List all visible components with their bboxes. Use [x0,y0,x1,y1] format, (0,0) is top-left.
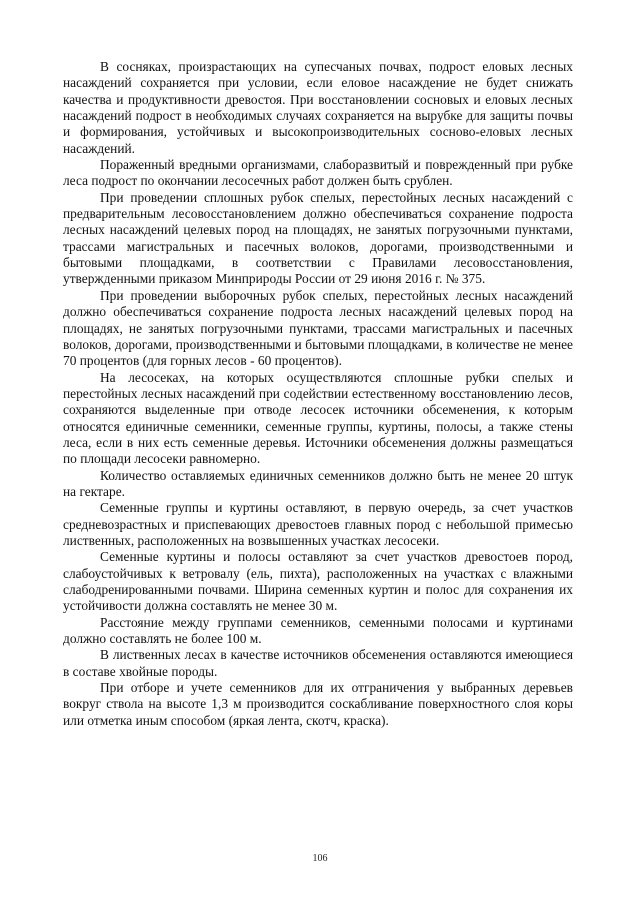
page-number: 106 [312,853,328,864]
paragraph: На лесосеках, на которых осуществляются сплошные рубки спелых и перестойных лесных насаждений при содействии естественному восстановлению лесов, сохраняются выделенные при отводе лесосек источники обсеменения, к которым относятся единичные семенники, семенные группы, куртины, полосы, а также стены леса, если в них есть семенные деревья. Источники обсеменения должны размещаться по площади лесосеки равномерно. [63,369,573,467]
paragraph: При проведении сплошных рубок спелых, перестойных лесных насаждений с предварительным лесовосстановлением должно обеспечиваться сохранение подроста лесных насаждений целевых пород на площадях, не занятых погрузочными пунктами, трассами магистральных и пасечных волоков, дорогами, производственными и бытовыми площадками, в соответствии с Правилами лесовосстановления, утвержденными приказом Минприроды России от 29 июня 2016 г. № 375. [63,189,573,287]
paragraph: При отборе и учете семенников для их отграничения у выбранных деревьев вокруг ствола на высоте 1,3 м производится соскабливание поверхностного слоя коры или отметка иным способом (яркая лента, скотч, краска). [63,680,573,728]
paragraph: Пораженный вредными организмами, слаборазвитый и поврежденный при рубке леса подрост по окончании лесосечных работ должен быть срублен. [63,157,573,189]
paragraph: Семенные куртины и полосы оставляют за счет участков древостоев пород, слабоустойчивых к ветровалу (ель, пихта), расположенных на участках с влажными слабодренированными почвами. Ширина семенных куртин и полос для сохранения их устойчивости должна составлять не менее 30 м. [63,549,573,614]
paragraph: Семенные группы и куртины оставляют, в первую очередь, за счет участков средневозрастных и приспевающих древостоев главных пород с небольшой примесью лиственных, расположенных на возвышенных участках лесосеки. [63,500,573,548]
paragraph: Расстояние между группами семенников, семенными полосами и куртинами должно составлять не более 100 м. [63,614,573,647]
paragraph: При проведении выборочных рубок спелых, перестойных лесных насаждений должно обеспечиваться сохранение подроста лесных насаждений целевых пород на площадях, не занятых погрузочными пунктами, трассами магистральных и пасечных волоков, дорогами, производственными и бытовыми площадками, в количестве не менее 70 процентов (для горных лесов - 60 процентов). [63,287,573,369]
paragraph: В сосняках, произрастающих на супесчаных почвах, подрост еловых лесных насаждений сохраняется при условии, если еловое насаждение не будет снижать качества и продуктивности древостоя. При восстановлении сосновых и еловых лесных насаждений подрост в необходимых случаях сохраняется на вырубке для защиты почвы и формирования, устойчивых и высокопроизводительных сосново-еловых лесных насаждений. [63,59,573,156]
paragraph: В лиственных лесах в качестве источников обсеменения оставляются имеющиеся в составе хвойные породы. [63,647,573,679]
page-body-text [63,59,573,729]
paragraph: Количество оставляемых единичных семенников должно быть не менее 20 штук на гектаре. [63,467,573,499]
